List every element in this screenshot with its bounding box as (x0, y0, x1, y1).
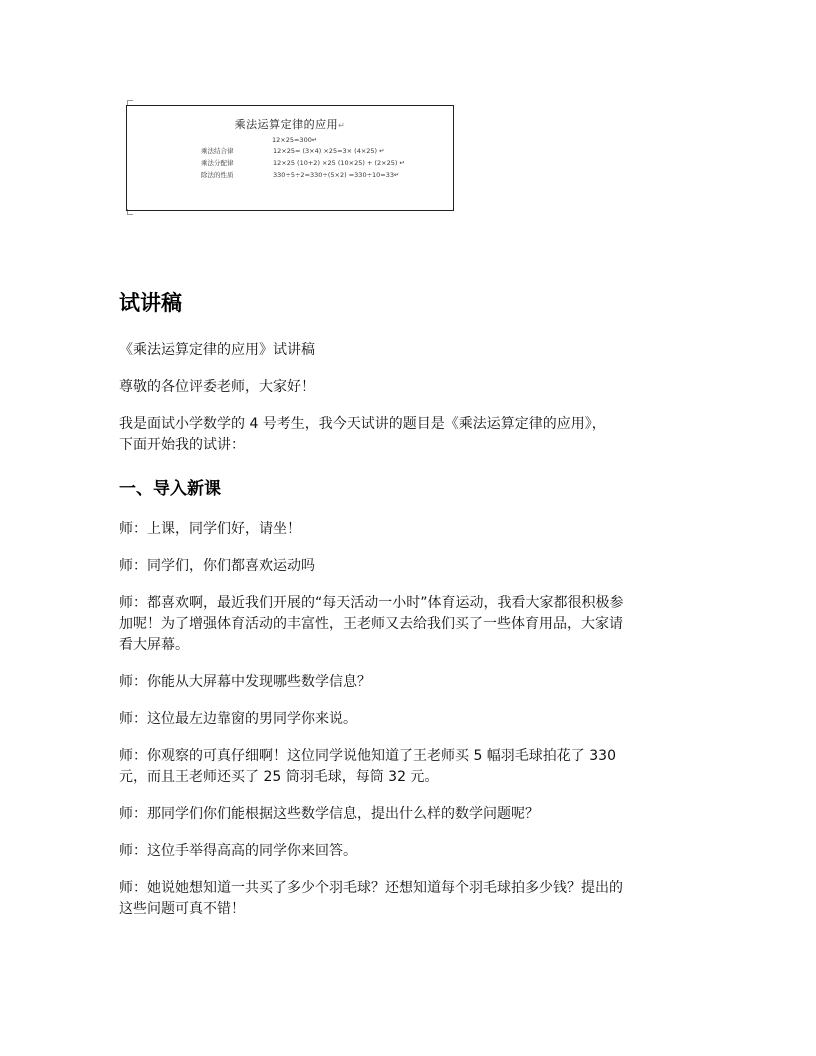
dialogue-line: 师：那同学们你们能根据这些数学信息，提出什么样的数学问题呢？ (119, 806, 539, 822)
blackboard-row (201, 170, 399, 179)
blackboard-image (126, 105, 454, 211)
intro-line: 我是面试小学数学的 4 号考生，我今天试讲的题目是《乘法运算定律的应用》， (119, 416, 606, 432)
section-heading: 一、导入新课 (119, 479, 221, 499)
dialogue-line: 师：上课，同学们好，请坐！ (119, 521, 301, 537)
document-subtitle: 《乘法运算定律的应用》试讲稿 (119, 342, 315, 358)
blackboard-row (201, 158, 405, 167)
blackboard-top-line: 12×25=300↵ (272, 136, 318, 144)
dialogue-line: 师：你能从大屏幕中发现哪些数学信息？ (119, 674, 371, 690)
blackboard-row (201, 146, 385, 155)
document-title: 试讲稿 (119, 291, 182, 315)
blackboard-row-content: 12×25 (10+2) ×25 (10×25) + (2×25) ↵ (273, 159, 405, 167)
greeting: 尊敬的各位评委老师，大家好！ (119, 379, 315, 395)
dialogue-line: 师：都喜欢啊，最近我们开展的“每天活动一小时”体育运动，我看大家都很积极参 (119, 595, 624, 611)
blackboard-title-text: 乘法运算定律的应用 (234, 118, 339, 131)
blackboard-title (127, 116, 453, 132)
dialogue-line: 这些问题可真不错！ (119, 901, 245, 917)
dialogue-line: 师：这位手举得高高的同学你来回答。 (119, 843, 357, 859)
blackboard-row-label: 除法的性质 (201, 171, 234, 179)
blackboard-row-content: 330÷5÷2=330÷(5×2) =330÷10=33↵ (273, 171, 400, 179)
dialogue-line: 师：她说她想知道一共买了多少个羽毛球？还想知道每个羽毛球拍多少钱？提出的 (119, 880, 623, 896)
dialogue-line: 师：你观察的可真仔细啊！这位同学说他知道了王老师买 5 幅羽毛球拍花了 330 (119, 748, 616, 764)
blackboard-row-label: 乘法分配律 (201, 159, 234, 167)
blackboard-row-content: 12×25= (3×4) ×25=3× (4×25) ↵ (273, 147, 385, 155)
dialogue-line: 元，而且王老师还买了 25 筒羽毛球，每筒 32 元。 (119, 769, 439, 785)
dialogue-line: 师：这位最左边靠窗的男同学你来说。 (119, 711, 357, 727)
paragraph-mark: ↵ (338, 121, 346, 130)
intro-line: 下面开始我的试讲： (119, 437, 245, 453)
dialogue-line: 看大屏幕。 (119, 637, 189, 653)
dialogue-line: 师：同学们，你们都喜欢运动吗 (119, 558, 315, 574)
dialogue-line: 加呢！为了增强体育活动的丰富性，王老师又去给我们买了一些体育用品，大家请 (119, 616, 623, 632)
blackboard-row-label: 乘法结合律 (201, 147, 234, 155)
